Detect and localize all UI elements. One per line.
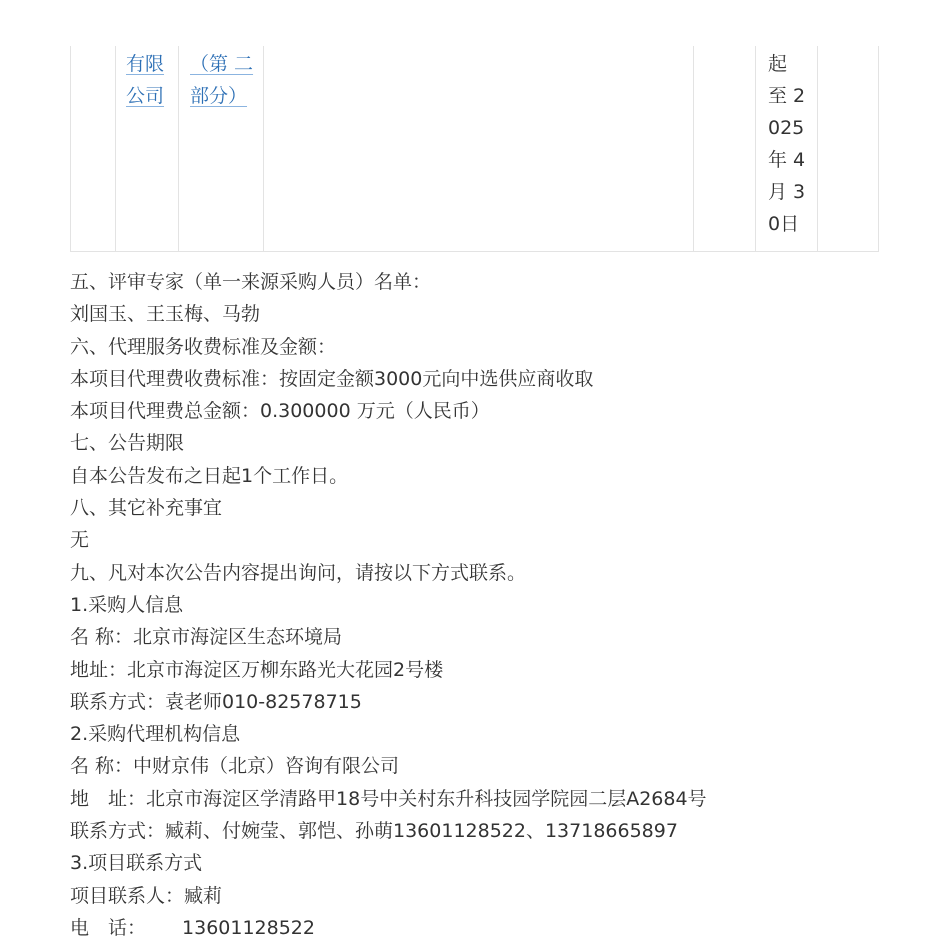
project-phone: 13601128522	[182, 916, 315, 939]
service-period-line: 0日	[768, 213, 800, 235]
period-text: 自本公告发布之日起1个工作日。	[70, 464, 349, 487]
agency-address-row	[70, 783, 930, 815]
buyer-name: 名 称：北京市海淀区生态环境局	[70, 626, 343, 649]
announcement-body	[70, 266, 930, 944]
experts-names: 刘国玉、王玉梅、马勃	[70, 303, 261, 326]
table-column-divider	[817, 46, 818, 251]
agency-contact: 联系方式：臧莉、付婉莹、郭恺、孙萌13601128522、13718665897	[70, 820, 678, 843]
project-heading: 3.项目联系方式	[70, 852, 203, 875]
service-period-line: 至 2	[768, 85, 806, 107]
fee-standard: 本项目代理费收费标准：按固定金额3000元向中选供应商收取	[70, 367, 594, 390]
table-column-divider	[178, 46, 179, 251]
agency-address: 北京市海淀区学清路甲18号中关村东升科技园学院园二层A2684号	[146, 787, 707, 810]
fee-heading: 六、代理服务收费标准及金额：	[70, 335, 337, 358]
fee-total: 本项目代理费总金额：0.300000 万元（人民币）	[70, 400, 490, 423]
service-period-line: 起	[768, 53, 788, 75]
service-period-cell	[768, 48, 805, 240]
experts-heading: 五、评审专家（单一来源采购人员）名单：	[70, 271, 432, 293]
other-heading: 八、其它补充事宜	[70, 497, 223, 520]
package-name-link-line-1[interactable]: （第 二	[190, 53, 254, 75]
agency-name: 名 称：中财京伟（北京）咨询有限公司	[70, 755, 400, 778]
buyer-heading: 1.采购人信息	[70, 593, 184, 616]
buyer-contact: 联系方式：袁老师010-82578715	[70, 690, 362, 713]
supplier-name-link-line-2[interactable]: 公司	[126, 85, 165, 107]
contact-heading: 九、凡对本次公告内容提出询问，请按以下方式联系。	[70, 561, 527, 584]
other-text: 无	[70, 529, 90, 552]
agency-heading: 2.采购代理机构信息	[70, 723, 241, 746]
table-column-divider	[115, 46, 116, 251]
supplier-name-cell	[126, 48, 164, 112]
project-phone-label: 电 话：	[70, 916, 147, 939]
project-person: 项目联系人：臧莉	[70, 884, 223, 907]
table-column-divider	[693, 46, 694, 251]
agency-address-label: 地 址：	[70, 787, 147, 810]
table-column-divider	[755, 46, 756, 251]
service-period-line: 月 3	[768, 181, 806, 203]
result-table-fragment	[70, 46, 879, 252]
table-column-divider	[263, 46, 264, 251]
supplier-name-link-line-1[interactable]: 有限	[126, 53, 165, 75]
buyer-address: 地址：北京市海淀区万柳东路光大花园2号楼	[70, 658, 444, 681]
project-phone-row	[70, 912, 930, 944]
service-period-line: 年 4	[768, 149, 806, 171]
service-period-line: 025	[768, 117, 805, 139]
period-heading: 七、公告期限	[70, 432, 185, 455]
package-name-link-line-2[interactable]: 部分）	[190, 85, 248, 107]
package-name-cell	[190, 48, 253, 112]
